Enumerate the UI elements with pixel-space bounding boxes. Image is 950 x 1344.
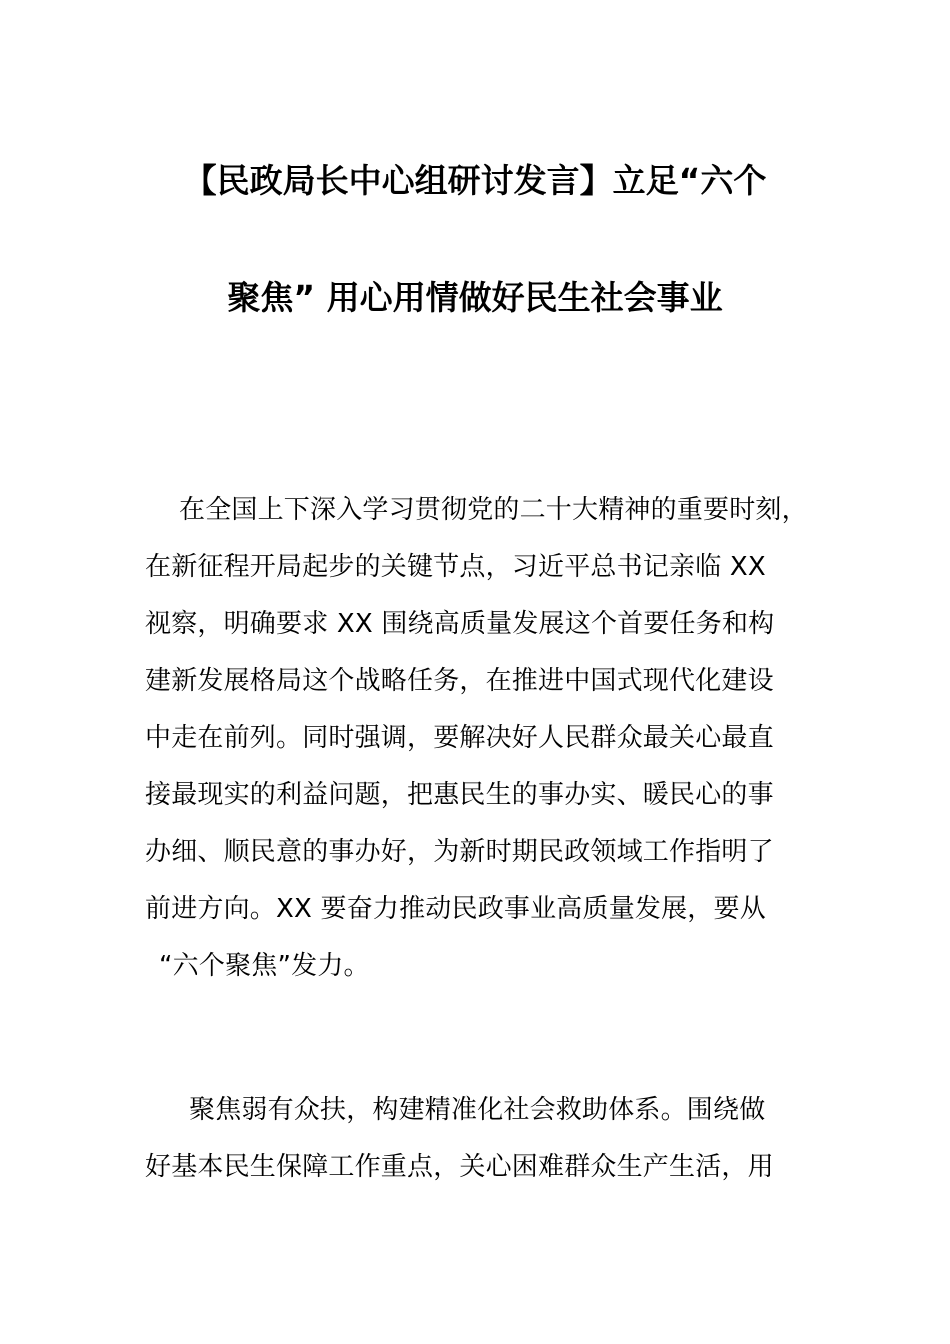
paragraph-line: 建新发展格局这个战略任务，在推进中国式现代化建设 <box>145 666 774 696</box>
paragraph-line: 视察，明确要求 XX 围绕高质量发展这个首要任务和构 <box>145 609 775 639</box>
paragraph-line: 中走在前列。同时强调，要解决好人民群众最关心最直 <box>145 723 774 753</box>
body-paragraph-1 <box>145 482 835 995</box>
paragraph-line: 在新征程开局起步的关键节点，习近平总书记亲临 XX <box>145 552 766 582</box>
paragraph-line: 聚焦弱有众扶，构建精准化社会救助体系。围绕做 <box>189 1095 766 1125</box>
paragraph-line: 在全国上下深入学习贯彻党的二十大精神的重要时刻， <box>179 495 808 525</box>
document-title-line-2: 聚焦” 用心用情做好民生社会事业 <box>227 278 723 317</box>
body-paragraph-2 <box>145 1082 835 1196</box>
paragraph-line: “六个聚焦”发力。 <box>159 951 370 981</box>
document-title-line-1: 【民政局长中心组研讨发言】立足“六个 <box>183 161 767 200</box>
paragraph-line: 前进方向。XX 要奋力推动民政事业高质量发展，要从 <box>145 894 766 924</box>
paragraph-line: 接最现实的利益问题，把惠民生的事办实、暖民心的事 <box>145 780 774 810</box>
paragraph-line: 办细、顺民意的事办好，为新时期民政领域工作指明了 <box>145 837 774 867</box>
paragraph-line: 好基本民生保障工作重点，关心困难群众生产生活，用 <box>145 1152 774 1182</box>
